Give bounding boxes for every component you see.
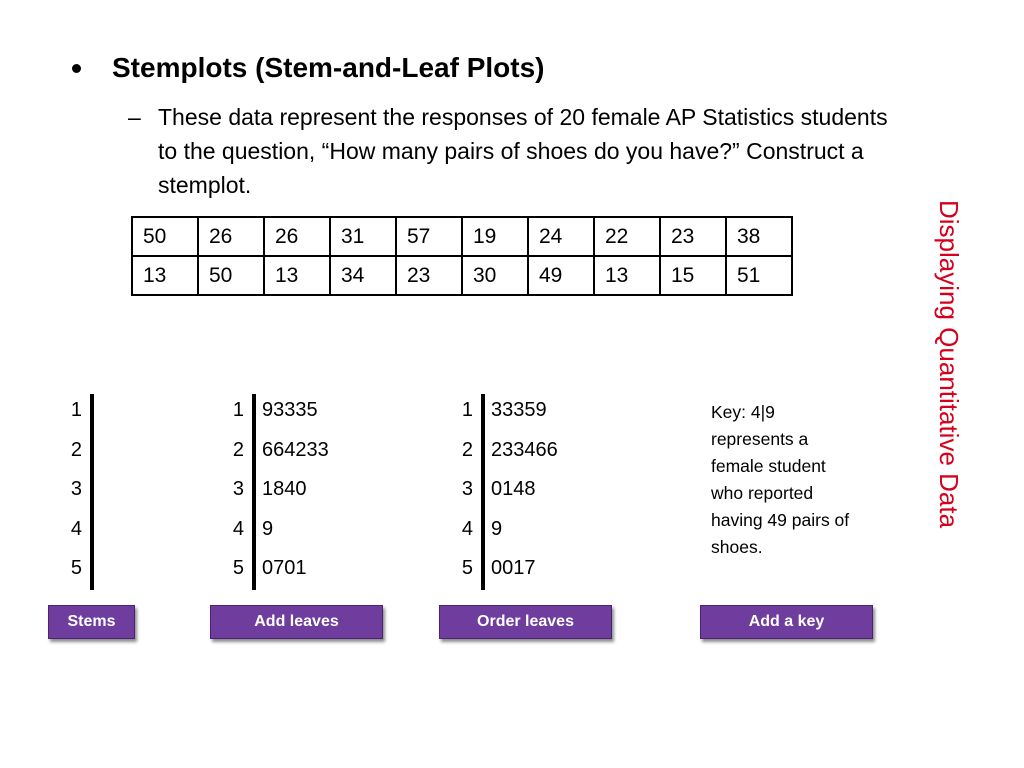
table-cell: 51 — [726, 256, 792, 295]
table-cell: 30 — [462, 256, 528, 295]
leaf-values: 33359 — [491, 399, 547, 421]
table-row — [132, 217, 792, 256]
table-cell: 38 — [726, 217, 792, 256]
page-title: Stemplots (Stem-and-Leaf Plots) — [112, 52, 545, 83]
description-text: These data represent the responses of 20 female AP Statistics students to the question, “How many pairs of shoes do you have?” Construct a stemplot. — [158, 104, 888, 198]
leaf-values: 9 — [262, 517, 274, 540]
leaf-values: 0017 — [491, 557, 536, 579]
heading-row — [72, 52, 544, 84]
table-cell: 34 — [330, 256, 396, 295]
table-cell: 57 — [396, 217, 462, 256]
stem-value: 3 — [70, 478, 82, 500]
stem-value: 2 — [70, 438, 82, 461]
leaf-values: 664233 — [262, 438, 329, 461]
table-cell: 24 — [528, 217, 594, 256]
description — [128, 100, 888, 202]
stem-value: 1 — [70, 399, 82, 421]
stem-value: 5 — [232, 557, 244, 579]
stem-value: 5 — [70, 557, 82, 579]
data-table — [131, 216, 793, 296]
table-cell: 26 — [264, 217, 330, 256]
stem-value: 4 — [461, 517, 473, 540]
leaf-values: 9 — [491, 517, 503, 540]
add-key-button[interactable]: Add a key — [700, 605, 873, 639]
table-cell: 49 — [528, 256, 594, 295]
leaf-values: 233466 — [491, 438, 558, 461]
stem-divider — [252, 394, 256, 590]
leaf-values: 93335 — [262, 399, 318, 421]
leaf-values: 0701 — [262, 557, 307, 579]
stem-value: 2 — [461, 438, 473, 461]
table-cell: 15 — [660, 256, 726, 295]
side-title: Displaying Quantitative Data — [934, 200, 964, 529]
table-cell: 13 — [264, 256, 330, 295]
stem-value: 1 — [461, 399, 473, 421]
table-cell: 50 — [132, 217, 198, 256]
stem-value: 1 — [232, 399, 244, 421]
stem-divider — [90, 394, 94, 590]
table-cell: 23 — [396, 256, 462, 295]
dash-bullet: – — [128, 104, 141, 130]
table-cell: 13 — [132, 256, 198, 295]
table-cell: 13 — [594, 256, 660, 295]
stem-divider — [481, 394, 485, 590]
stem-value: 2 — [232, 438, 244, 461]
table-row — [132, 256, 792, 295]
stemplot-key: Key: 4|9 represents a female student who reported having 49 pairs of shoes. — [711, 402, 850, 557]
table-cell: 23 — [660, 217, 726, 256]
stems-button[interactable]: Stems — [48, 605, 135, 639]
table-cell: 50 — [198, 256, 264, 295]
bullet-icon — [72, 64, 81, 73]
stem-value: 4 — [70, 517, 82, 540]
table-cell: 31 — [330, 217, 396, 256]
table-cell: 19 — [462, 217, 528, 256]
stem-value: 5 — [461, 557, 473, 579]
table-cell: 22 — [594, 217, 660, 256]
order-leaves-button[interactable]: Order leaves — [439, 605, 612, 639]
leaf-values: 0148 — [491, 478, 536, 500]
table-cell: 26 — [198, 217, 264, 256]
stem-value: 3 — [232, 478, 244, 500]
leaf-values: 1840 — [262, 478, 307, 500]
add-leaves-button[interactable]: Add leaves — [210, 605, 383, 639]
stem-value: 3 — [461, 478, 473, 500]
stem-value: 4 — [232, 517, 244, 540]
